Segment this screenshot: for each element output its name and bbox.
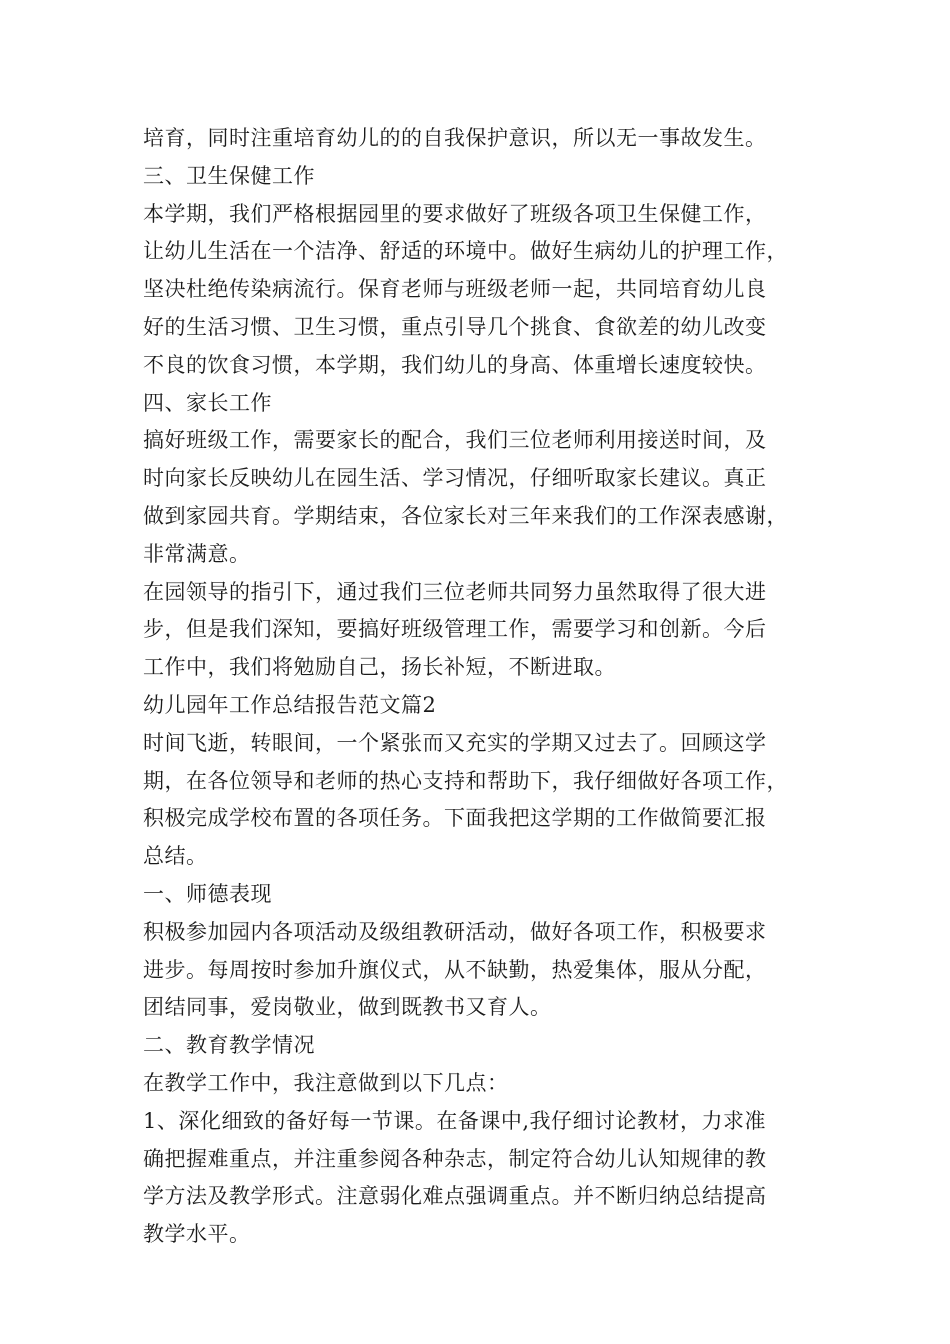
text-line: 时向家长反映幼儿在园生活、学习情况，仔细听取家长建议。真正 <box>143 466 767 491</box>
text-line: 进步。每周按时参加升旗仪式，从不缺勤，热爱集体，服从分配， <box>143 957 767 982</box>
text-line: 让幼儿生活在一个洁净、舒适的环境中。做好生病幼儿的护理工作， <box>143 239 788 264</box>
document-body <box>143 120 833 1254</box>
text-line: 好的生活习惯、卫生习惯，重点引导几个挑食、食欲差的幼儿改变 <box>143 314 767 339</box>
text-line: 积极完成学校布置的各项任务。下面我把这学期的工作做简要汇报 <box>143 806 767 831</box>
text-line: 确把握难重点，并注重参阅各种杂志，制定符合幼儿认知规律的教 <box>143 1146 767 1171</box>
text-line: 总结。 <box>143 844 208 869</box>
text-line: 团结同事，爱岗敬业，做到既教书又育人。 <box>143 995 552 1020</box>
section-heading: 三、卫生保健工作 <box>143 163 315 188</box>
text-line: 坚决杜绝传染病流行。保育老师与班级老师一起，共同培育幼儿良 <box>143 277 767 302</box>
text-line: 培育，同时注重培育幼儿的的自我保护意识，所以无一事故发生。 <box>143 126 767 150</box>
text-line: 工作中，我们将勉励自己，扬长补短，不断进取。 <box>143 655 616 680</box>
text-line: 在园领导的指引下，通过我们三位老师共同努力虽然取得了很大进 <box>143 579 767 604</box>
text-line: 非常满意。 <box>143 541 251 566</box>
section-heading: 一、师德表现 <box>143 881 272 906</box>
text-line: 做到家园共育。学期结束，各位家长对三年来我们的工作深表感谢， <box>143 503 788 528</box>
text-line: 1、深化细致的备好每一节课。在备课中,我仔细讨论教材，力求准 <box>143 1108 767 1133</box>
text-line: 教学水平。 <box>143 1222 251 1247</box>
text-line: 期，在各位领导和老师的热心支持和帮助下，我仔细做好各项工作， <box>143 768 788 793</box>
article-title: 幼儿园年工作总结报告范文篇2 <box>143 692 437 717</box>
text-line: 不良的饮食习惯，本学期，我们幼儿的身高、体重增长速度较快。 <box>143 352 767 377</box>
text-line: 学方法及教学形式。注意弱化难点强调重点。并不断归纳总结提高 <box>143 1184 767 1209</box>
text-line: 积极参加园内各项活动及级组教研活动，做好各项工作，积极要求 <box>143 919 767 944</box>
section-heading: 二、教育教学情况 <box>143 1033 315 1058</box>
text-line: 时间飞逝，转眼间，一个紧张而又充实的学期又过去了。回顾这学 <box>143 730 767 755</box>
section-heading: 四、家长工作 <box>143 390 272 415</box>
text-line: 搞好班级工作，需要家长的配合，我们三位老师利用接送时间，及 <box>143 428 767 453</box>
text-line: 步，但是我们深知，要搞好班级管理工作，需要学习和创新。今后 <box>143 617 767 642</box>
text-line: 在教学工作中，我注意做到以下几点： <box>143 1070 509 1095</box>
text-line: 本学期，我们严格根据园里的要求做好了班级各项卫生保健工作， <box>143 201 767 226</box>
